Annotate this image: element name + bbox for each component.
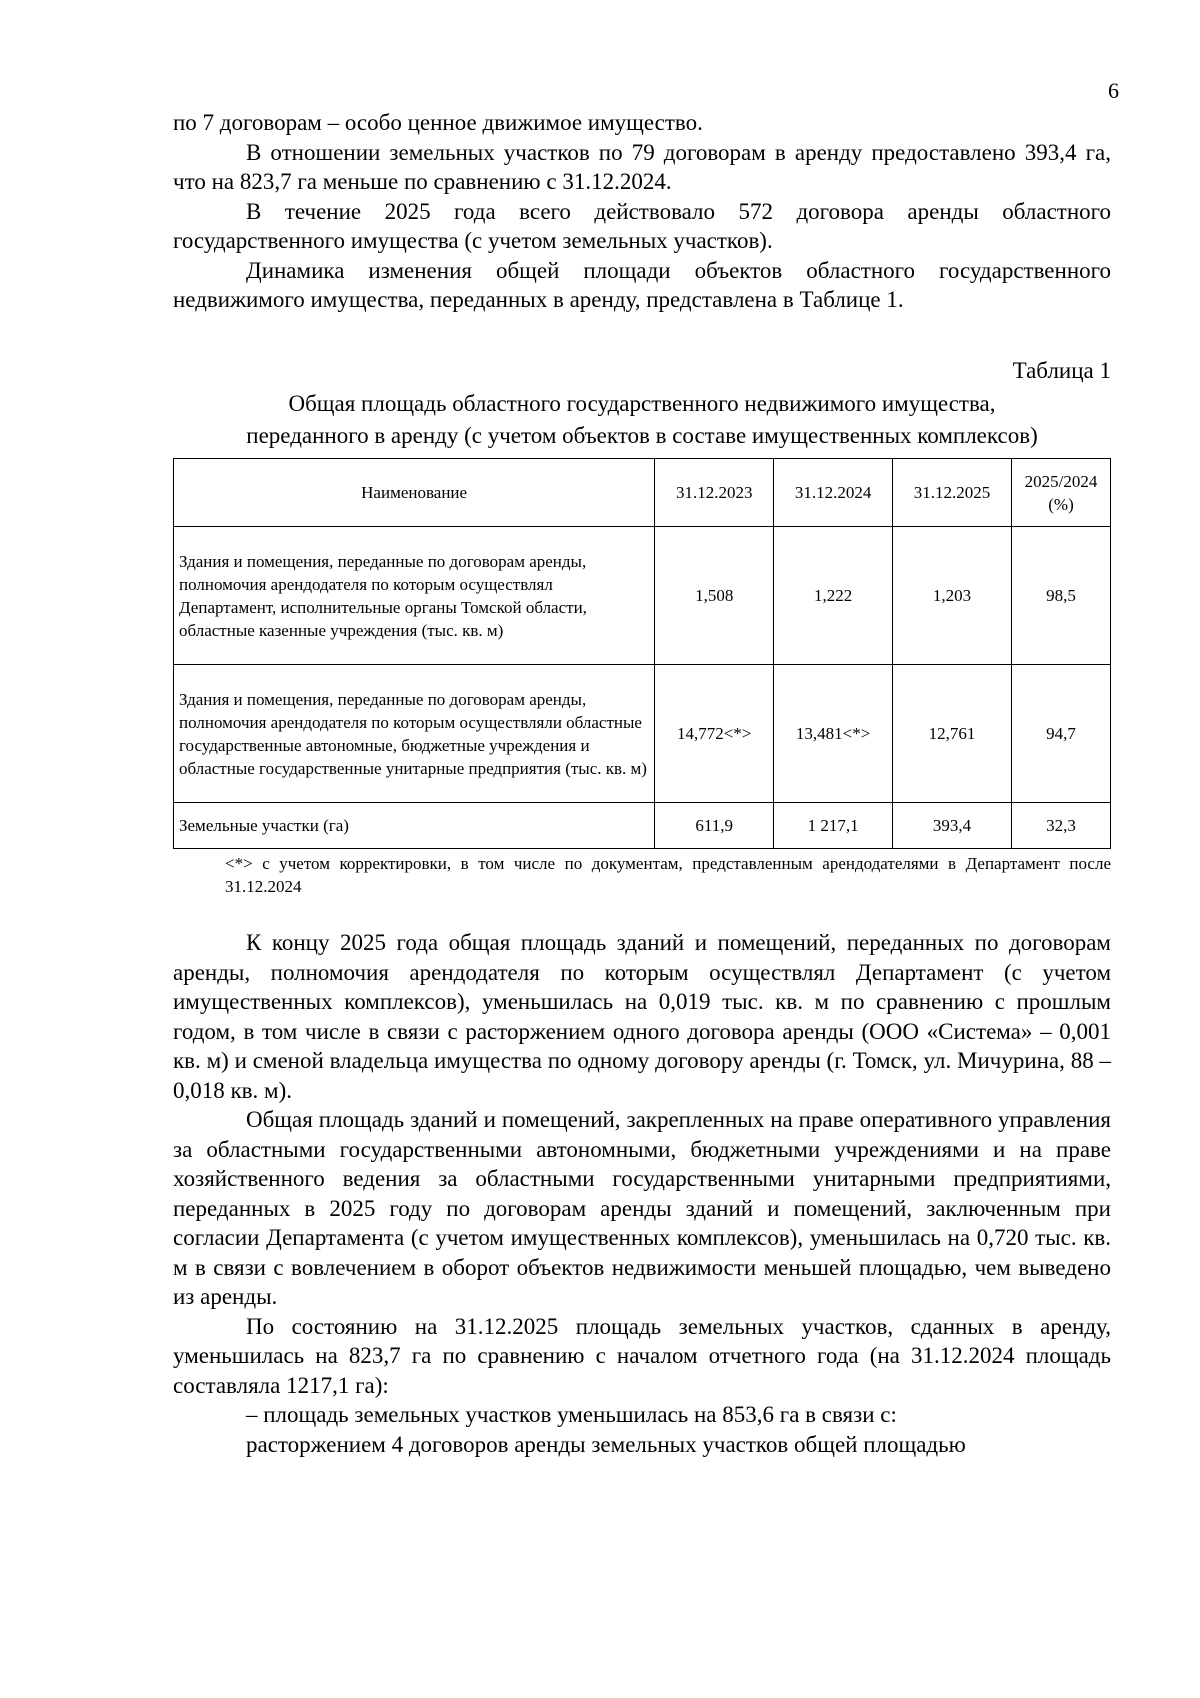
paragraph: расторжением 4 договоров аренды земельных участков общей площадью [246,1431,966,1457]
paragraph: – площадь земельных участков уменьшилась на 853,6 га в связи с: [246,1402,897,1427]
value-cell: 94,7 [1012,665,1111,803]
value-cell: 32,3 [1012,803,1111,849]
row-name-cell: Земельные участки (га) [174,803,655,849]
value-cell: 13,481<*> [774,665,893,803]
value-cell: 98,5 [1012,527,1111,665]
table-title-line: переданного в аренду (с учетом объектов в составе имущественных комплексов) [246,423,1038,448]
header-ratio-label: 2025/2024 [1024,471,1098,491]
table-row [174,527,1111,665]
main-text [173,928,1111,1459]
value-cell: 12,761 [893,665,1012,803]
paragraph: по 7 договорам – особо ценное движимое имущество. [173,110,703,135]
intro-text [173,108,1111,315]
row-name-cell: Здания и помещения, переданные по договорам аренды, полномочия арендодателя по которым осуществляли областные государственные автономные, бюджетные учреждения и областные государственные унитарные предприятия (тыс. кв. м) [174,665,655,803]
paragraph: Динамика изменения общей площади объектов областного государственного недвижимого имущества, переданных в аренду, представлена в Таблице 1. [173,257,1111,312]
header-cell: 31.12.2023 [655,459,774,527]
area-table [173,458,1111,849]
value-cell: 14,772<*> [655,665,774,803]
page-number: 6 [1108,78,1119,103]
paragraph: По состоянию на 31.12.2025 площадь земельных участков, сданных в аренду, уменьшилась на 823,7 га по сравнению с началом отчетного года (на 31.12.2024 площадь составляла 1217,1 га): [173,1313,1111,1398]
table-title-line: Общая площадь областного государственного недвижимого имущества, [288,391,996,416]
table-footnote [173,852,1111,898]
table-row [174,665,1111,803]
paragraph: Общая площадь зданий и помещений, закрепленных на праве оперативного управления за областными государственными автономными, бюджетными учреждениями и на праве хозяйственного ведения за областными государственными унитарными предприятиями, переданных в 2025 году по договорам аренды зданий и помещений, заключенным при согласии Департамента (с учетом имущественных комплексов), уменьшилась на 0,720 тыс. кв. м в связи с вовлечением в оборот объектов недвижимости меньшей площадью, чем выведено из аренды. [173,1107,1111,1309]
header-cell: 31.12.2024 [774,459,893,527]
value-cell: 1 217,1 [774,803,893,849]
table-row [174,803,1111,849]
value-cell: 393,4 [893,803,1012,849]
header-cell [1012,459,1111,527]
paragraph: К концу 2025 года общая площадь зданий и помещений, переданных по договорам аренды, полномочия арендодателя по которым осуществлял Департамент (с учетом имущественных комплексов), уменьшилась на 0,019 тыс. кв. м по сравнению с прошлым годом, в том числе в связи с расторжением одного договора аренды (ООО «Система» – 0,001 кв. м) и сменой владельца имущества по одному договору аренды (г. Томск, ул. Мичурина, 88 – 0,018 кв. м). [173,930,1111,1103]
row-name-cell: Здания и помещения, переданные по договорам аренды, полномочия арендодателя по которым осуществлял Департамент, исполнительные органы Томской области, областные казенные учреждения (тыс. кв. м) [174,527,655,665]
paragraph: В отношении земельных участков по 79 договорам в аренду предоставлено 393,4 га, что на 823,7 га меньше по сравнению с 31.12.2024. [173,139,1111,194]
value-cell: 611,9 [655,803,774,849]
table-label: Таблица 1 [1012,358,1111,383]
table-title [173,388,1111,452]
paragraph: В течение 2025 года всего действовало 572 договора аренды областного государственного имущества (с учетом земельных участков). [173,198,1111,253]
value-cell: 1,203 [893,527,1012,665]
table-header-row [174,459,1111,527]
value-cell: 1,222 [774,527,893,665]
header-cell: 31.12.2025 [893,459,1012,527]
header-cell: Наименование [174,459,655,527]
value-cell: 1,508 [655,527,774,665]
header-ratio-unit: (%) [1048,494,1074,514]
footnote-text: <*> с учетом корректировки, в том числе по документам, представленным арендодателями в Департамент после 31.12.2024 [225,854,1111,896]
